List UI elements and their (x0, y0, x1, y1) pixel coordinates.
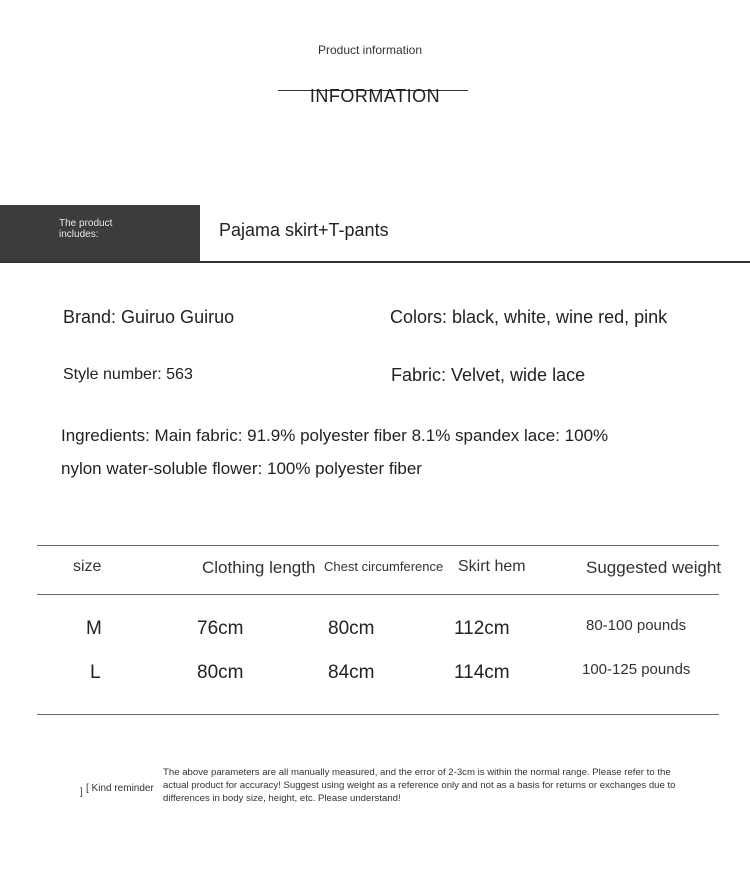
reminder-label: [ Kind reminder (86, 783, 154, 794)
style-number-text: Style number: 563 (63, 366, 193, 383)
fabric-text: Fabric: Velvet, wide lace (391, 365, 586, 385)
table-header-rule (37, 594, 719, 595)
includes-label: The product includes: (59, 218, 113, 240)
colors-text: Colors: black, white, wine red, pink (390, 307, 668, 327)
table-cell: 76cm (197, 618, 244, 639)
ingredients-line-2: nylon water-soluble flower: 100% polyester fiber (61, 459, 422, 478)
table-cell: 80cm (197, 662, 244, 683)
table-cell: M (86, 618, 102, 639)
table-cell: 80-100 pounds (586, 617, 687, 634)
table-cell: L (90, 662, 101, 683)
header-size: size (73, 558, 102, 575)
table-cell: 100-125 pounds (582, 661, 691, 678)
table-cell: 84cm (328, 662, 375, 683)
table-cell: 112cm (454, 618, 510, 639)
table-cell: 80cm (328, 618, 375, 639)
table-cell: 114cm (454, 662, 510, 683)
header-suggested-weight: Suggested weight (586, 558, 722, 577)
includes-divider (0, 261, 750, 263)
table-bottom-rule (37, 714, 719, 715)
section-title: INFORMATION (309, 86, 441, 106)
reminder-bracket: ] (80, 787, 83, 798)
table-top-rule (37, 545, 719, 546)
includes-value: Pajama skirt+T-pants (219, 220, 389, 240)
ingredients-line-1: Ingredients: Main fabric: 91.9% polyester fiber 8.1% spandex lace: 100% (61, 426, 609, 445)
section-subtitle: Product information (317, 43, 423, 57)
brand-text: Brand: Guiruo Guiruo (63, 307, 235, 327)
header-clothing-length: Clothing length (202, 558, 316, 577)
header-chest-circumference: Chest circumference (324, 559, 444, 574)
header-skirt-hem: Skirt hem (458, 558, 526, 575)
reminder-text: The above parameters are all manually measured, and the error of 2-3cm is within the normal range. Please refer to the actual product for accuracy! Suggest using weight as a reference only and not as a basis for returns or exchanges due to differences in body size, height, etc. Please understand! (163, 767, 676, 804)
